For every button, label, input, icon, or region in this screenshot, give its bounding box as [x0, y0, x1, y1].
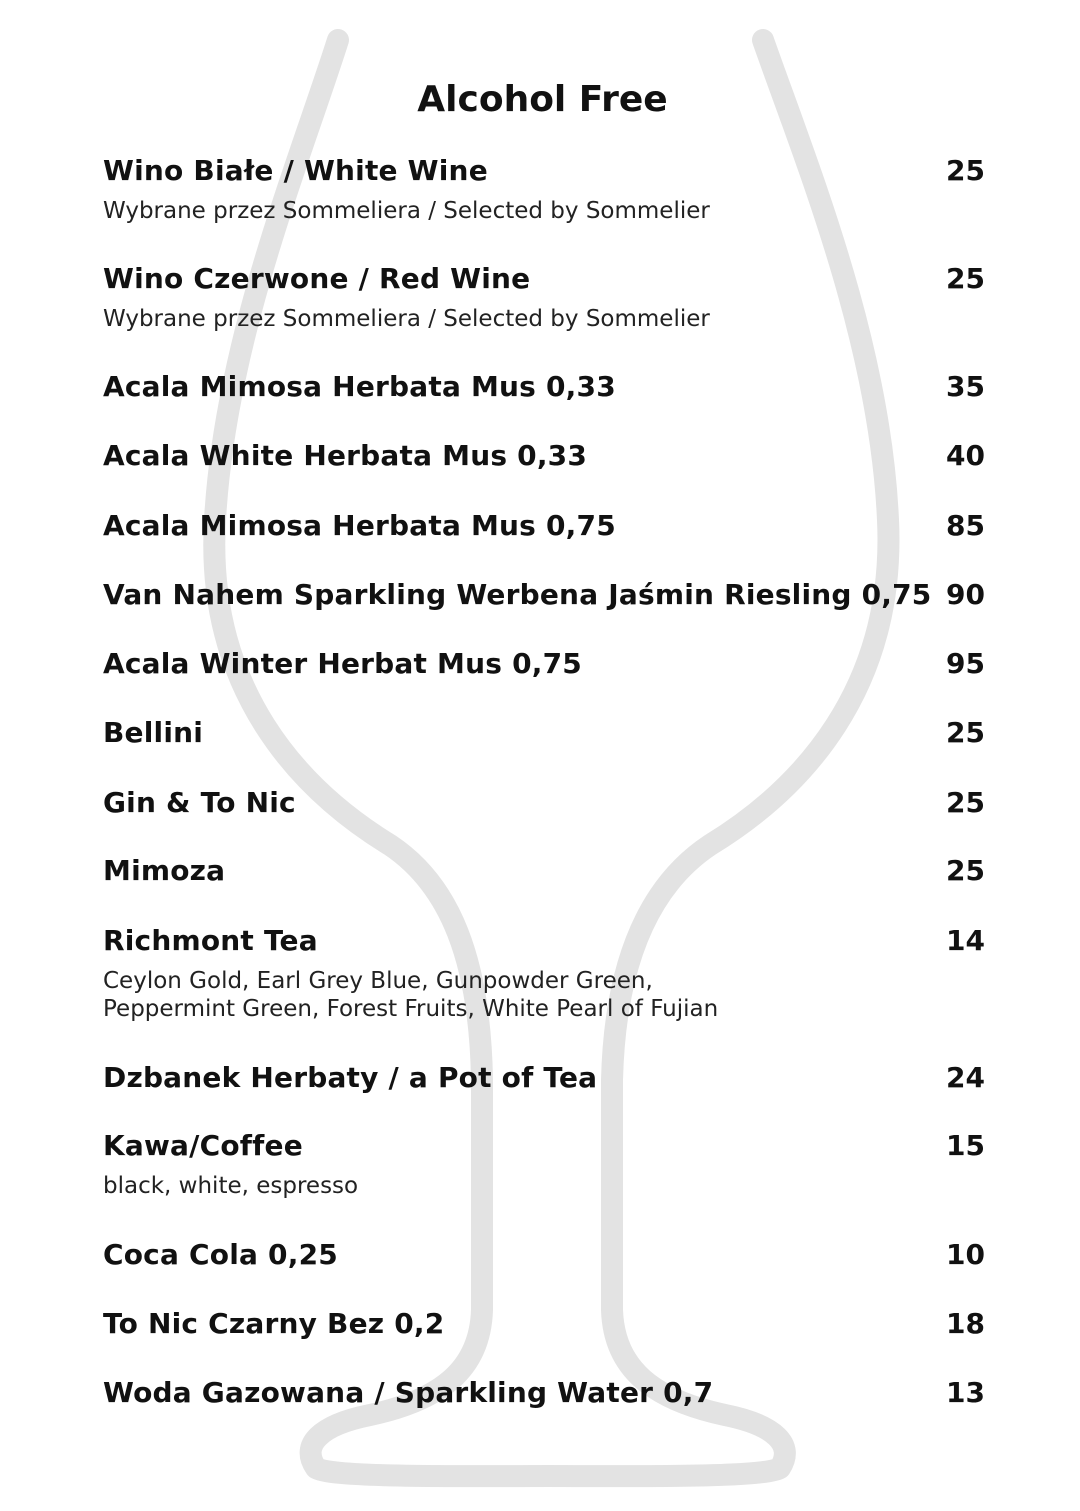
menu-item-description-line: Wybrane przez Sommeliera / Selected by Sommelier	[103, 198, 710, 224]
menu-item-price: 13	[946, 1376, 985, 1409]
menu-item-name: Acala White Herbata Mus 0,33	[103, 439, 588, 472]
menu-item-name: Kawa/Coffee	[103, 1129, 303, 1162]
menu-item-price: 18	[946, 1307, 985, 1340]
menu-item-price: 35	[946, 370, 985, 403]
menu-item-name: Gin & To Nic	[103, 786, 296, 819]
menu-item-name: Van Nahem Sparkling Werbena Jaśmin Riesling 0,75	[103, 578, 932, 611]
menu-item-name: Bellini	[103, 716, 204, 749]
menu-item-name: Wino Czerwone / Red Wine	[103, 262, 531, 295]
menu-item-name: To Nic Czarny Bez 0,2	[103, 1307, 445, 1340]
menu-item-description	[103, 305, 710, 333]
menu-item-description-line: black, white, espresso	[103, 1173, 359, 1199]
menu-item-name: Acala Mimosa Herbata Mus 0,33	[103, 370, 616, 403]
menu-item-name: Acala Mimosa Herbata Mus 0,75	[103, 509, 616, 542]
menu-item-name: Dzbanek Herbaty / a Pot of Tea	[103, 1061, 598, 1094]
menu-item-price: 25	[946, 786, 985, 819]
menu-item-price: 25	[946, 262, 985, 295]
menu-item-description-line: Ceylon Gold, Earl Grey Blue, Gunpowder Green,	[103, 968, 653, 994]
menu-item-description	[103, 967, 718, 1023]
menu-item-price: 15	[946, 1129, 985, 1162]
menu-item-price: 25	[946, 854, 985, 887]
menu-item-description	[103, 197, 710, 225]
menu-item-name: Richmont Tea	[103, 924, 318, 957]
menu-item-price: 25	[946, 716, 985, 749]
menu-item-price: 90	[946, 578, 985, 611]
menu-item-name: Wino Białe / White Wine	[103, 154, 488, 187]
menu-item-price: 24	[946, 1061, 985, 1094]
menu-item-name: Mimoza	[103, 854, 226, 887]
menu-item-name: Woda Gazowana / Sparkling Water 0,7	[103, 1376, 714, 1409]
menu-item-price: 95	[946, 647, 985, 680]
menu-title: Alcohol Free	[417, 79, 668, 120]
menu-item-price: 14	[946, 924, 985, 957]
menu-item-description	[103, 1172, 358, 1200]
menu-item-description-line: Wybrane przez Sommeliera / Selected by Sommelier	[103, 306, 710, 332]
menu-item-price: 85	[946, 509, 985, 542]
menu-item-name: Coca Cola 0,25	[103, 1238, 338, 1271]
menu-item-description-line: Peppermint Green, Forest Fruits, White Pearl of Fujian	[103, 996, 719, 1022]
menu-item-name: Acala Winter Herbat Mus 0,75	[103, 647, 582, 680]
menu-item-price: 25	[946, 154, 985, 187]
menu-item-price: 40	[946, 439, 985, 472]
menu-item-price: 10	[946, 1238, 985, 1271]
